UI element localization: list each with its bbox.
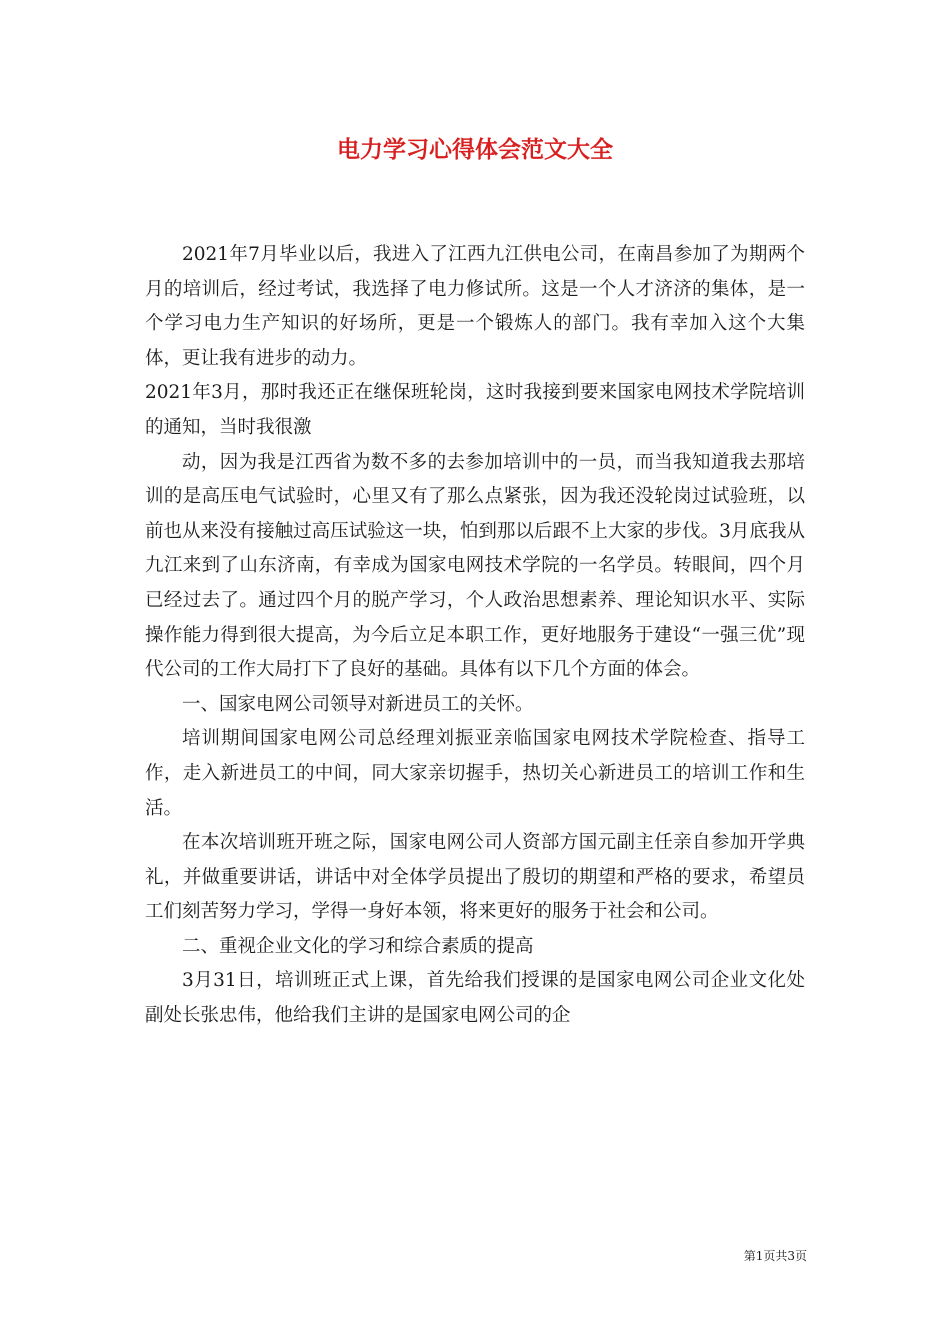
document-title: 电力学习心得体会范文大全 [337,137,613,163]
paragraph-6: 3月31日，培训班正式上课，首先给我们授课的是国家电网公司企业文化处副处长张忠伟，他给我们主讲的是国家电网公司的企 [145,970,805,1027]
page-number-footer: 第1页共3页 [743,1249,807,1263]
document-body [145,238,805,1034]
section-heading-1: 一、国家电网公司领导对新进员工的关怀。 [182,693,534,715]
paragraph-5: 在本次培训班开班之际，国家电网公司人资部方国元副主任亲自参加开学典礼，并做重要讲话，讲话中对全体学员提出了殷切的期望和严格的要求，希望员工们刻苦努力学习，学得一身好本领，将来更好的服务于社会和公司。 [145,832,805,923]
paragraph-1: 2021年7月毕业以后，我进入了江西九江供电公司，在南昌参加了为期两个月的培训后，经过考试，我选择了电力修试所。这是一个人才济济的集体，是一个学习电力生产知识的好场所，更是一个锻炼人的部门。我有幸加入这个大集体，更让我有进步的动力。 [145,244,805,369]
paragraph-2: 2021年3月，那时我还正在继保班轮岗，这时我接到要来国家电网技术学院培训的通知，当时我很激 [145,382,805,438]
section-heading-2: 二、重视企业文化的学习和综合素质的提高 [182,935,534,957]
paragraph-4: 培训期间国家电网公司总经理刘振亚亲临国家电网技术学院检查、指导工作，走入新进员工的中间，同大家亲切握手，热切关心新进员工的培训工作和生活。 [145,728,805,819]
paragraph-3: 动，因为我是江西省为数不多的去参加培训中的一员，而当我知道我去那培训的是高压电气试验时，心里又有了那么点紧张，因为我还没轮岗过试验班，以前也从来没有接触过高压试验这一块，怕到那以后跟不上大家的步伐。3月底我从九江来到了山东济南，有幸成为国家电网技术学院的一名学员。转眼间，四个月已经过去了。通过四个月的脱产学习，个人政治思想素养、理论知识水平、实际操作能力得到很大提高，为今后立足本职工作，更好地服务于建设“一强三优”现代公司的工作大局打下了良好的基础。具体有以下几个方面的体会。 [145,451,805,681]
